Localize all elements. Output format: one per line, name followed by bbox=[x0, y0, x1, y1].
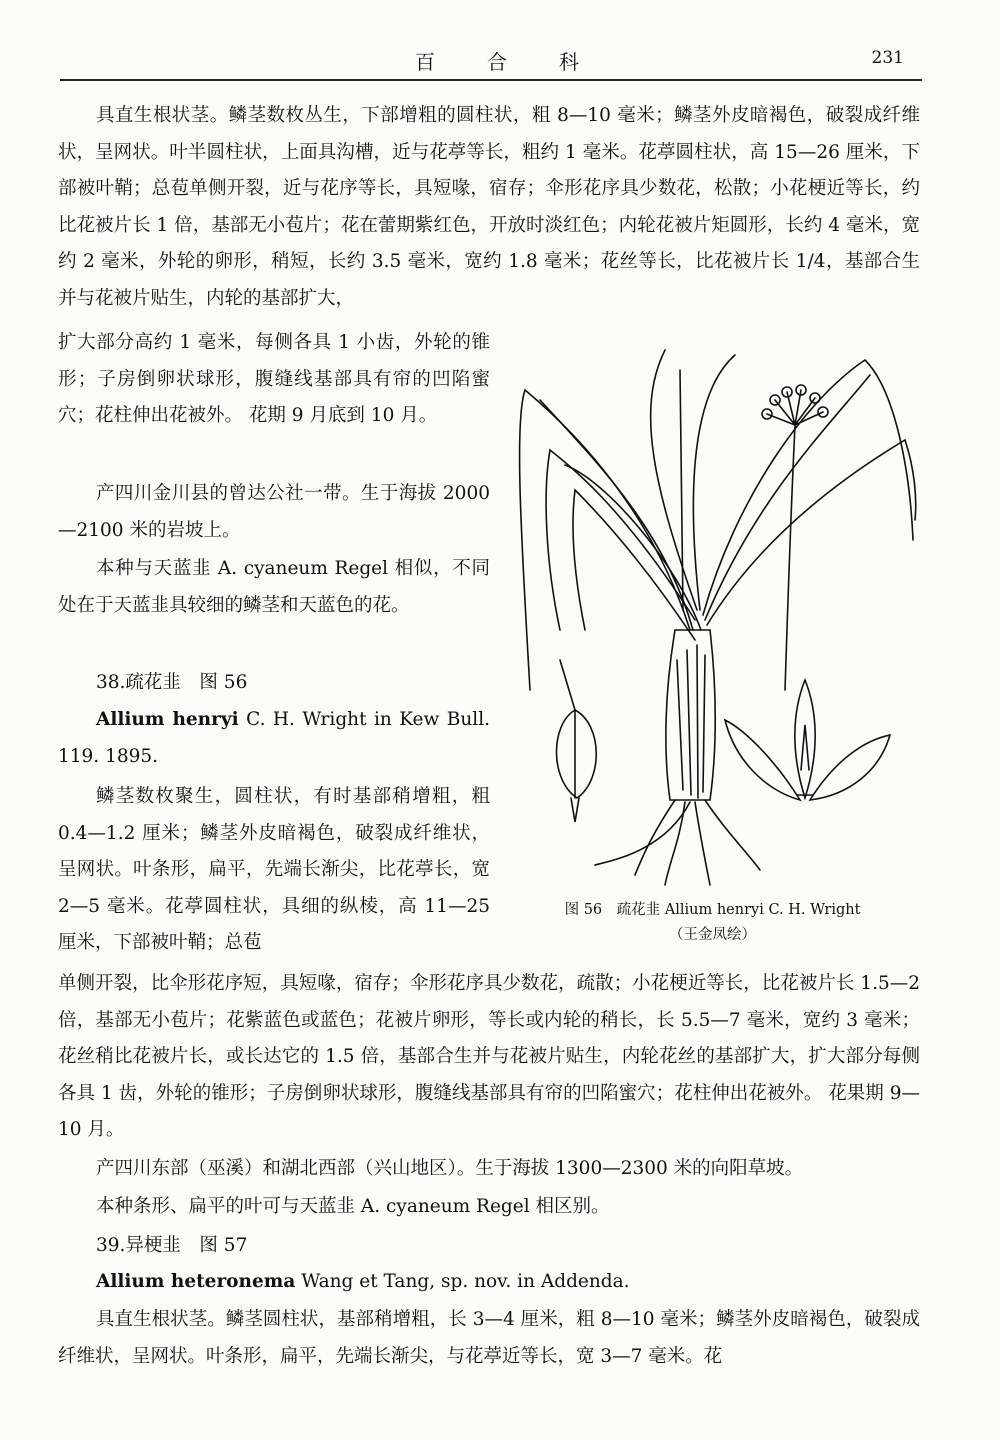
species-name-38 bbox=[58, 702, 490, 775]
species-latin-name-39: Allium heteronema bbox=[96, 1271, 296, 1292]
paragraph-description-39: 具直生根状茎。鳞茎圆柱状，基部稍增粗，长 3—4 厘米，粗 8—10 毫米；鳞茎外皮暗褐色，破裂成纤维状，呈网状。叶条形，扁平，先端长渐尖，与花葶近等长，宽 3—7 毫米。花 bbox=[58, 1309, 920, 1367]
allium-henryi-drawing bbox=[505, 330, 920, 890]
paragraph-description-37-cont: 扩大部分高约 1 毫米，每侧各具 1 小齿，外轮的锥形；子房倒卵状球形，腹缝线基部具有帘的凹陷蜜穴；花柱伸出花被外。 花期 9 月底到 10 月。 bbox=[58, 332, 490, 426]
header-rule bbox=[60, 79, 922, 81]
species-heading-39: 39.异梗韭 图 57 bbox=[96, 1235, 248, 1256]
species-heading-38: 38.疏花韭 图 56 bbox=[96, 672, 248, 693]
paragraph-description-38: 鳞茎数枚聚生，圆柱状，有时基部稍增粗，粗 0.4—1.2 厘米；鳞茎外皮暗褐色，破裂成纤维状，呈网状。叶条形，扁平，先端长渐尖，比花葶长，宽 2—5 毫米。花葶圆柱状，具细的纵棱，高 11—25 厘米，下部被叶鞘；总苞 bbox=[58, 786, 490, 953]
figure-caption-credit: （王金凤绘） bbox=[669, 927, 756, 943]
botanical-illustration bbox=[505, 330, 920, 890]
species-name-39 bbox=[58, 1264, 920, 1301]
paragraph-description-38-cont: 单侧开裂，比伞形花序短，具短喙，宿存；伞形花序具少数花，疏散；小花梗近等长，比花被片长 1.5—2 倍，基部无小苞片；花紫蓝色或蓝色；花被片卵形，等长或内轮的稍长，长 5.5—7 毫米，宽约 3 毫米；花丝稍比花被片长，或长达它的 1.5 倍，基部合生并与花被片贴生，内轮花丝的基部扩大，扩大部分每侧各具 1 齿，外轮的锥形；子房倒卵状球形，腹缝线基部具有帘的凹陷蜜穴；花柱伸出花被外。 花果期 9—10 月。 bbox=[58, 973, 920, 1140]
species-author-38: C. H. Wright in Kew Bull. 119. 1895. bbox=[58, 709, 490, 767]
page-number: 231 bbox=[871, 48, 904, 68]
paragraph-distribution-38: 产四川东部（巫溪）和湖北西部（兴山地区）。生于海拔 1300—2300 米的向阳草坡。 bbox=[96, 1158, 804, 1179]
paragraph-distribution-37: 产四川金川县的曾达公社一带。生于海拔 2000—2100 米的岩坡上。 bbox=[58, 483, 490, 541]
paragraph-note-38: 本种条形、扁平的叶可与天蓝韭 A. cyaneum Regel 相区别。 bbox=[96, 1196, 610, 1217]
paragraph-note-37: 本种与天蓝韭 A. cyaneum Regel 相似，不同处在于天蓝韭具较细的鳞茎和天蓝色的花。 bbox=[58, 558, 490, 616]
species-author-39: Wang et Tang, sp. nov. in Addenda. bbox=[295, 1271, 630, 1292]
family-title: 百合科 bbox=[415, 50, 631, 74]
figure-caption bbox=[505, 898, 920, 948]
paragraph-description-37: 具直生根状茎。鳞茎数枚丛生，下部增粗的圆柱状，粗 8—10 毫米；鳞茎外皮暗褐色，破裂成纤维状，呈网状。叶半圆柱状，上面具沟槽，近与花葶等长，粗约 1 毫米。花葶圆柱状，高 15—26 厘米，下部被叶鞘；总苞单侧开裂，近与花序等长，具短喙，宿存；伞形花序具少数花，松散；小花梗近等长，约比花被片长 1 倍，基部无小苞片；花在蕾期紫红色，开放时淡红色；内轮花被片矩圆形，长约 4 毫米，宽约 2 毫米，外轮的卵形，稍短，长约 3.5 毫米，宽约 1.8 毫米；花丝等长，比花被片长 1/4，基部合生并与花被片贴生，内轮的基部扩大， bbox=[58, 105, 920, 309]
figure-caption-title: 图 56 疏花韭 Allium henryi C. H. Wright bbox=[564, 902, 861, 918]
running-header bbox=[60, 44, 920, 76]
species-latin-name-38: Allium henryi bbox=[96, 709, 239, 730]
